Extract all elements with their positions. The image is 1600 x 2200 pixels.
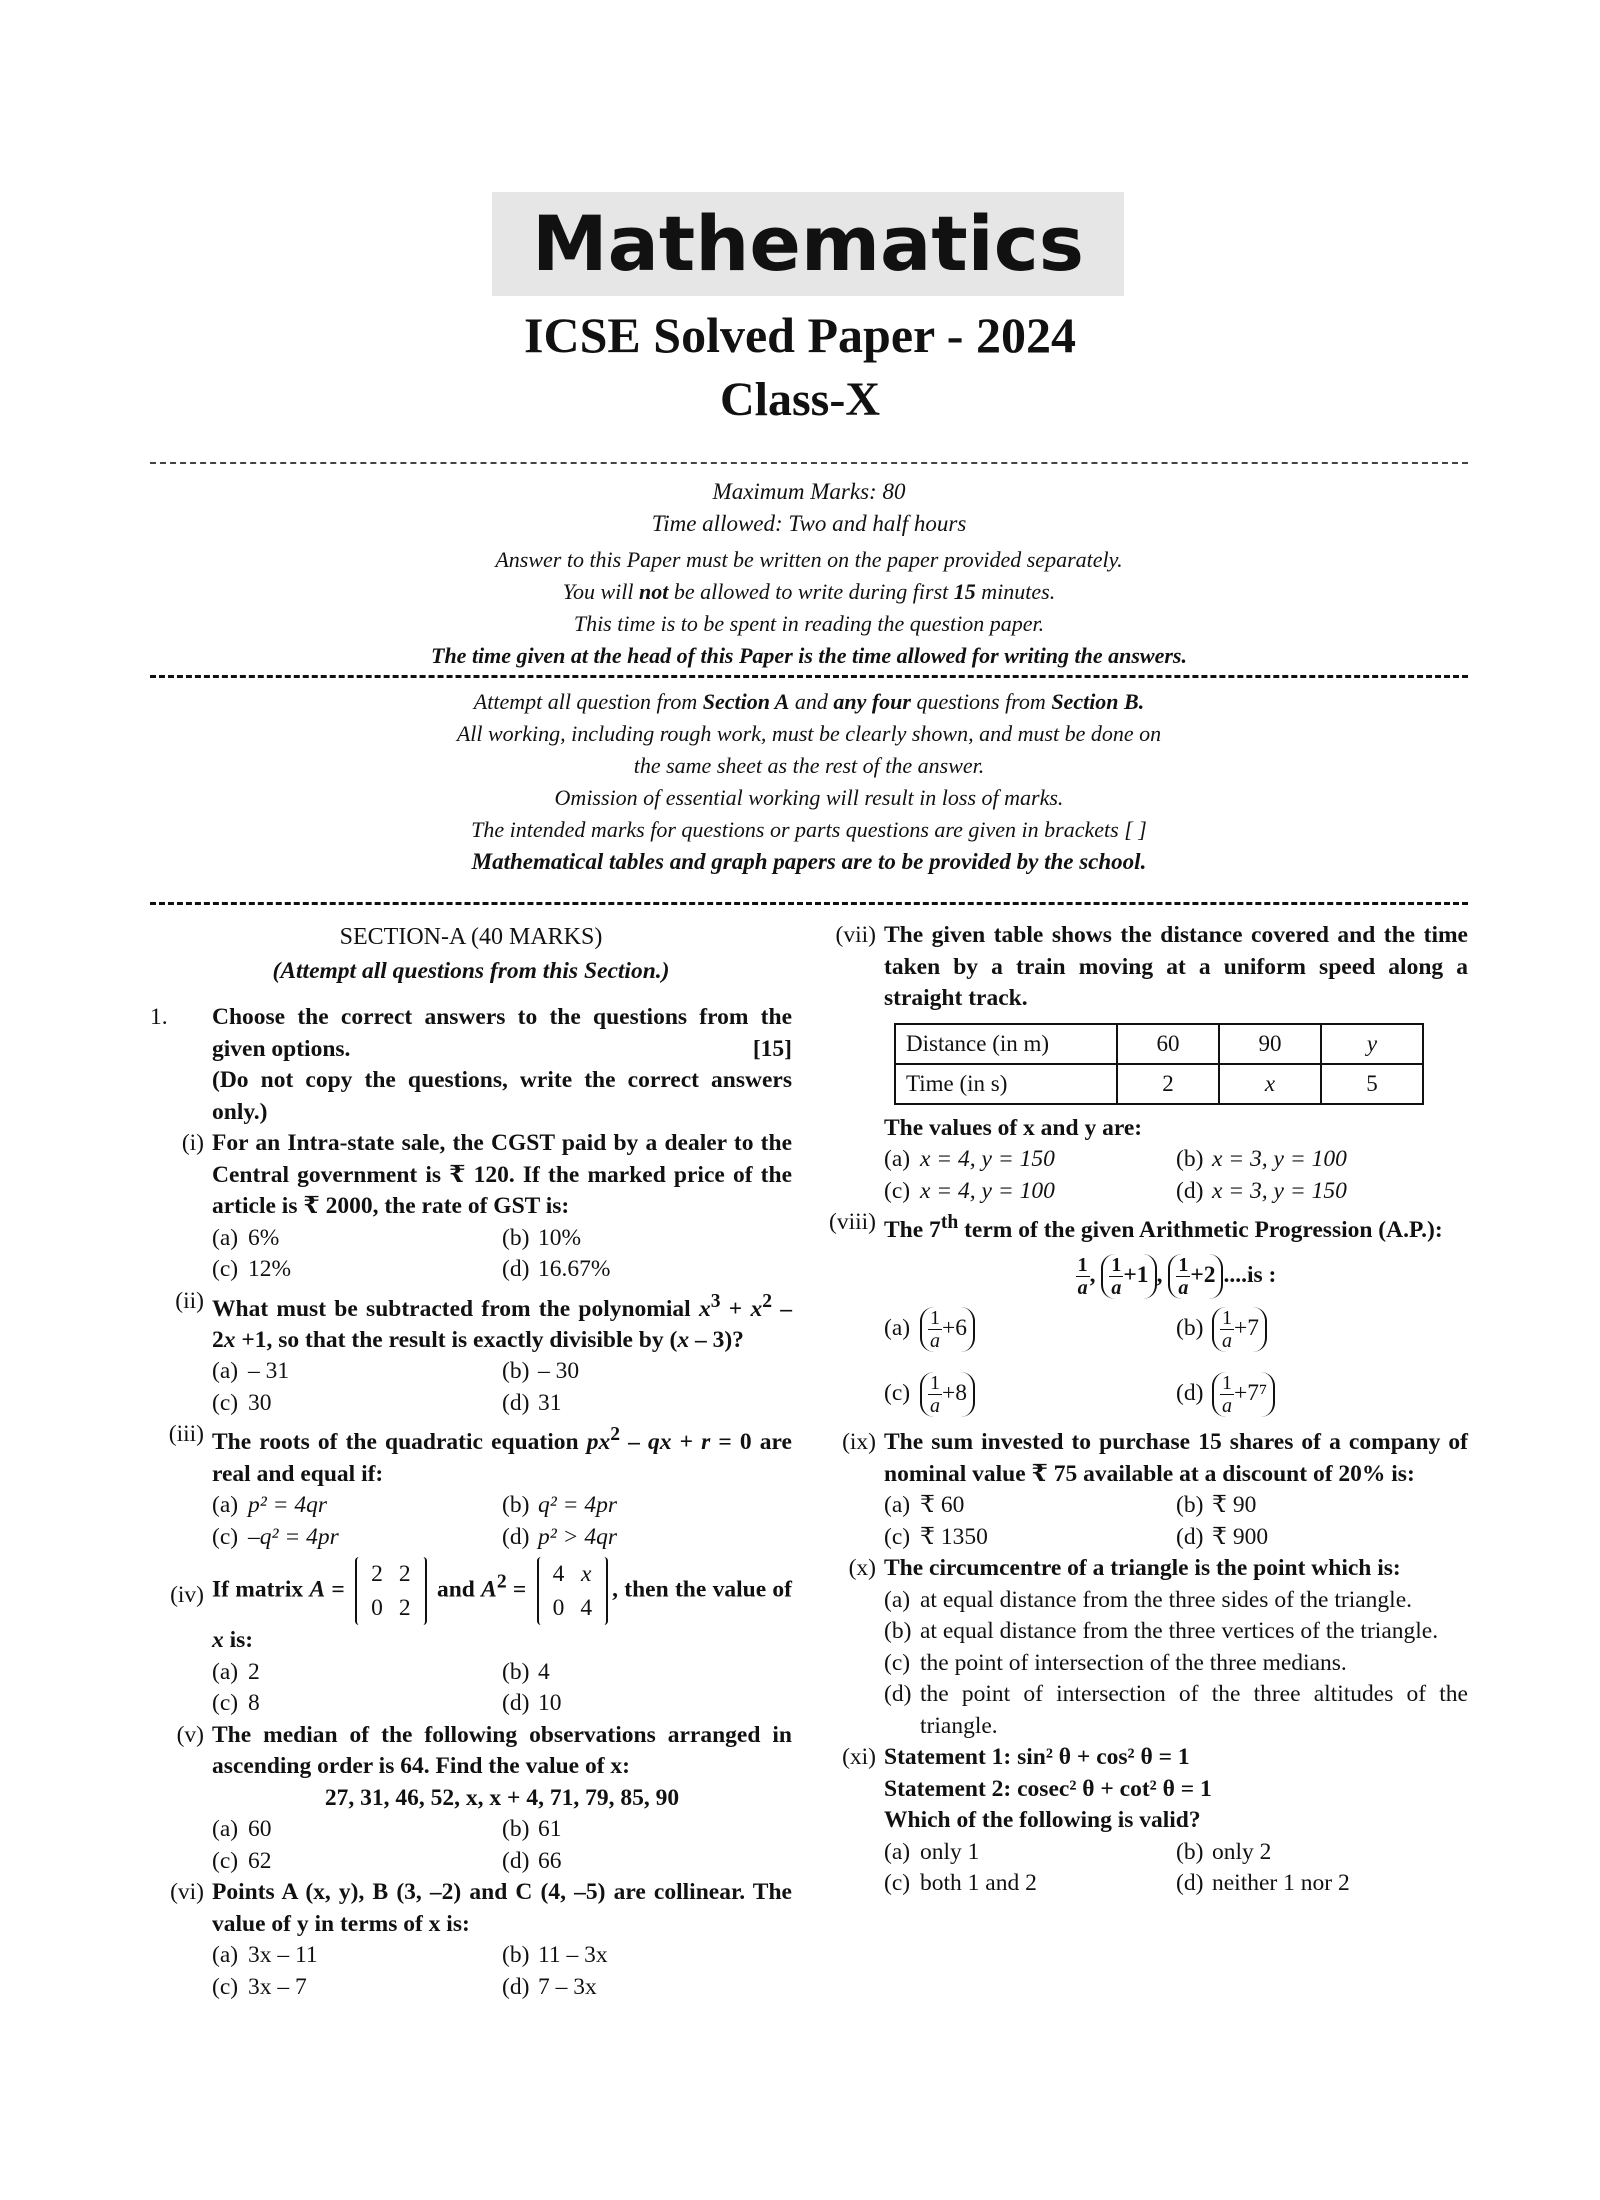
options: (a) 2 (b) 4 (c) 8 (d) 10 xyxy=(212,1658,562,1717)
option-b: 10% xyxy=(538,1224,582,1251)
table-cell: Time (in s) xyxy=(895,1064,1117,1104)
instructions-block xyxy=(150,476,1468,672)
question-text: For an Intra-state sale, the CGST paid by a dealer to the Central government is ₹ 120. If the marked price of the article is ₹ 2000, the rate of GST is: xyxy=(212,1130,792,1219)
class-label: Class-X xyxy=(719,373,880,426)
max-marks: Maximum Marks: 80 xyxy=(712,479,906,504)
option-d: 16.67% xyxy=(538,1256,611,1282)
option-c: $\frac{1}{a}$ +8 xyxy=(920,1372,975,1417)
question-note: (Do not copy the questions, write the correct answers only.) xyxy=(212,1067,792,1125)
question-text: The values of x and y are: xyxy=(884,1114,1143,1141)
distance-time-table xyxy=(894,1023,1424,1105)
option-b: 61 xyxy=(538,1816,562,1843)
table-cell: 2 xyxy=(1117,1064,1219,1104)
option-c: 3x – 7 xyxy=(248,1973,307,2000)
option-d: 66 xyxy=(538,1847,562,1874)
question-text: Points A (x, y), B (3, –2) and C (4, –5) are collinear. The value of y in terms of x is: xyxy=(212,1879,792,1937)
paper-subtitle: ICSE Solved Paper - 2024 xyxy=(524,307,1076,363)
instruction-line: All working, including rough work, must be clearly shown, and must be done on xyxy=(456,721,1162,746)
options: (a) 60 (b) 61 (c) 62 (d) 66 xyxy=(212,1816,562,1874)
option-d: neither 1 nor 2 xyxy=(1212,1870,1350,1897)
divider xyxy=(150,462,1468,464)
statement-2: Statement 2: cosec² θ + cot² θ = 1 xyxy=(884,1775,1212,1802)
instruction-line: Omission of essential working will result in loss of marks. xyxy=(554,785,1064,810)
question-text: If matrix A = 2 2 0 2 and $A^2$ = 4 x 0 4 , then the value of x is: xyxy=(212,1557,792,1657)
question-iv: (iv) If matrix A = 2 2 0 2 and $A^2$ = 4 x 0 4 , then the value of x is: (a) 2 (b) 4 (c) 8 (d) 10 xyxy=(150,1557,792,1720)
time-allowed: Time allowed: Two and half hours xyxy=(651,511,967,536)
divider xyxy=(150,675,1468,678)
instruction-line: the same sheet as the rest of the answer. xyxy=(633,753,985,778)
option-b: x = 3, y = 100 xyxy=(1212,1146,1347,1172)
option-a: 60 xyxy=(248,1816,272,1843)
question-text: Choose the correct answers to the questions from the given options. xyxy=(212,1004,792,1062)
marks: [15] xyxy=(752,1035,792,1062)
option-c: the point of intersection of the three medians. xyxy=(920,1649,1347,1676)
matrix-a-squared: 4 x 0 4 xyxy=(537,1557,609,1625)
option-b: 11 – 3x xyxy=(538,1942,608,1969)
option-c: 12% xyxy=(248,1256,292,1282)
question-text: The given table shows the distance covered and the time taken by a train moving at a uniform speed along a straight track. xyxy=(884,922,1468,1011)
options: (a) – 31 (b) – 30 (c) 30 (d) 31 xyxy=(212,1358,580,1416)
option-b: 4 xyxy=(538,1658,550,1685)
option-a: only 1 xyxy=(920,1838,980,1865)
option-a: 6% xyxy=(248,1224,280,1251)
option-d: 7 – 3x xyxy=(538,1973,597,2000)
options: (a) at equal distance from the three sides of the triangle. (b) at equal distance from the three vertices of the triangle. (c) the point of intersection of the three medians. (d) the point of intersection of the three altitudes of the triangle. xyxy=(884,1585,1468,1743)
options: (a) x = 4, y = 150 (b) x = 3, y = 100 (c) x = 4, y = 100 (d) x = 3, y = 150 xyxy=(884,1146,1347,1204)
option-c: –q² = 4pr xyxy=(248,1523,339,1550)
table-cell: x xyxy=(1219,1064,1321,1104)
option-c: x = 4, y = 100 xyxy=(920,1177,1055,1204)
table-cell: 5 xyxy=(1321,1064,1423,1104)
question-ii: (ii) What must be subtracted from the polynomial $x^3 + x^2 - 2x +1$, so that the result is exactly divisible by (x – 3)? (a) – 31 (b) – 30 (c) 30 (d) 31 xyxy=(150,1286,792,1420)
options: (a) $\frac{1}{a}$ +6 (b) $\frac{1}{a}$ +7 (c) $\frac{1}{a}$ +8 (d) $\frac{1}{a}$ +7⁷ xyxy=(884,1307,1468,1417)
option-b: $\frac{1}{a}$ +7 xyxy=(1212,1307,1267,1352)
observation-series: 27, 31, 46, 52, x, x + 4, 71, 79, 85, 90 xyxy=(324,1784,680,1811)
instruction-line: The intended marks for questions or parts questions are given in brackets [ ] xyxy=(471,817,1147,842)
left-column xyxy=(150,920,792,2003)
option-b: only 2 xyxy=(1212,1838,1272,1865)
options: (a) only 1 (b) only 2 (c) both 1 and 2 (d) neither 1 nor 2 xyxy=(884,1838,1350,1897)
option-b: q² = 4pr xyxy=(538,1492,618,1519)
options: (a) 6% (b) 10% (c) 12% (d) 16.67% xyxy=(212,1224,611,1282)
question-ix: (ix) The sum invested to purchase 15 shares of a company of nominal value ₹ 75 available at a discount of 20% is: (a) ₹ 60 (b) ₹ 90 (c) ₹ 1350 (d) ₹ 900 xyxy=(818,1427,1468,1553)
option-a: $\frac{1}{a}$ +6 xyxy=(920,1307,975,1352)
matrix-a: 2 2 0 2 xyxy=(355,1557,427,1625)
option-a: – 31 xyxy=(248,1358,290,1385)
instruction-line: Answer to this Paper must be written on the paper provided separately. xyxy=(495,547,1123,572)
question-text: Which of the following is valid? xyxy=(884,1807,1201,1834)
options: (a) p² = 4qr (b) q² = 4pr (c) –q² = 4pr (d) p² > 4qr xyxy=(212,1492,618,1550)
question-text: What must be subtracted from the polynomial $x^3 + x^2 - 2x +1$, so that the result is exactly divisible by (x – 3)? xyxy=(212,1290,792,1353)
table-cell: Distance (in m) xyxy=(895,1024,1117,1064)
option-a: x = 4, y = 150 xyxy=(920,1146,1055,1172)
question-text: The 7th term of the given Arithmetic Progression (A.P.): xyxy=(884,1212,1443,1243)
table-cell: 90 xyxy=(1219,1024,1321,1064)
option-d: the point of intersection of the three altitudes of the triangle. xyxy=(920,1681,1468,1739)
statement-1: Statement 1: sin² θ + cos² θ = 1 xyxy=(884,1744,1190,1771)
option-c: 30 xyxy=(248,1389,272,1416)
ap-sequence: $\frac{1}{a}$ , $\frac{1}{a}$ +1 , $\frac{1}{a}$ +2 ....is : xyxy=(1077,1254,1277,1300)
option-a: 2 xyxy=(248,1658,260,1685)
question-vi: (vi) Points A (x, y), B (3, –2) and C (4, –5) are collinear. The value of y in terms of x is: (a) 3x – 11 (b) 11 – 3x (c) 3x – 7 (d) 7 – 3x xyxy=(150,1877,792,2003)
question-viii: (viii) The 7th term of the given Arithmetic Progression (A.P.): $\frac{1}{a}$ , $\frac{1}{a}$ +1 , $\frac{1}{a}$ +2 ....is : (a) $\frac{1}{a}$ +6 (b) $\frac{1}{a}$ +7 (c) $\frac{1}{a}$ +8 (d) $\frac{1}{a}$ +7⁷ xyxy=(818,1207,1468,1417)
question-xi: (xi) Statement 1: sin² θ + cos² θ = 1 Statement 2: cosec² θ + cot² θ = 1 Which of the following is valid? (a) only 1 (b) only 2 (c) both 1 and 2 (d) neither 1 nor 2 xyxy=(818,1742,1468,1900)
option-c: 62 xyxy=(248,1847,272,1874)
question-1 xyxy=(150,1002,792,1128)
option-d: x = 3, y = 150 xyxy=(1212,1177,1347,1204)
question-text: The circumcentre of a triangle is the point which is: xyxy=(884,1555,1401,1582)
option-d: $\frac{1}{a}$ +7⁷ xyxy=(1212,1372,1275,1417)
question-text: The median of the following observations arranged in ascending order is 64. Find the value of x: xyxy=(212,1721,792,1780)
question-vii: (vii) The given table shows the distance covered and the time taken by a train moving at a uniform speed along a straight track. Distance (in m) 60 90 y Time (in s) 2 x 5 The values of x and y are: (a) x = 4, y = 150 (b) x = 3, y = 100 (c) x = 4, y = 100 (d) x = 3, y = 150 xyxy=(818,920,1468,1207)
options: (a) ₹ 60 (b) ₹ 90 (c) ₹ 1350 (d) ₹ 900 xyxy=(884,1492,1269,1550)
question-v: (v) The median of the following observations arranged in ascending order is 64. Find the value of x: 27, 31, 46, 52, x, x + 4, 71, 79, 85, 90 (a) 60 (b) 61 (c) 62 (d) 66 xyxy=(150,1720,792,1878)
option-b: at equal distance from the three vertices of the triangle. xyxy=(920,1618,1439,1645)
option-d: ₹ 900 xyxy=(1212,1523,1269,1550)
question-number: 1. xyxy=(150,1004,168,1030)
question-x: (x) The circumcentre of a triangle is the point which is: (a) at equal distance from the three sides of the triangle. (b) at equal distance from the three vertices of the triangle. (c) the point of intersection of the three medians. (d) the point of intersection of the three altitudes of the triangle. xyxy=(818,1553,1468,1742)
divider xyxy=(150,902,1468,905)
option-b: ₹ 90 xyxy=(1212,1492,1257,1519)
question-text: The roots of the quadratic equation $px^2$ – qx + r = 0 are real and equal if: xyxy=(212,1424,792,1487)
option-a: ₹ 60 xyxy=(920,1492,965,1519)
option-a: p² = 4qr xyxy=(248,1492,328,1519)
option-c: both 1 and 2 xyxy=(920,1870,1037,1897)
options: (a) 3x – 11 (b) 11 – 3x (c) 3x – 7 (d) 7 – 3x xyxy=(212,1942,608,2000)
option-d: p² > 4qr xyxy=(538,1523,618,1550)
option-b: – 30 xyxy=(538,1358,580,1385)
option-a: 3x – 11 xyxy=(248,1942,318,1969)
option-d: 31 xyxy=(538,1389,562,1416)
right-column xyxy=(818,920,1468,1900)
question-text: The sum invested to purchase 15 shares of a company of nominal value ₹ 75 available at a discount of 20% is: xyxy=(884,1429,1468,1487)
instruction-line: This time is to be spent in reading the question paper. xyxy=(573,611,1045,636)
instructions-block-2 xyxy=(150,686,1468,878)
instruction-line: The time given at the head of this Paper is the time allowed for writing the answers. xyxy=(431,643,1187,668)
option-d: 10 xyxy=(538,1690,562,1717)
question-iii: (iii) The roots of the quadratic equation $px^2$ – qx + r = 0 are real and equal if: (a) p² = 4qr (b) q² = 4pr (c) –q² = 4pr (d) p² > 4qr xyxy=(150,1419,792,1553)
option-c: 8 xyxy=(248,1690,260,1717)
page-title: Mathematics xyxy=(531,199,1085,288)
option-c: ₹ 1350 xyxy=(920,1523,988,1550)
section-note: (Attempt all questions from this Section.) xyxy=(272,958,670,984)
section-title: SECTION-A (40 MARKS) xyxy=(339,924,603,950)
question-i: (i) For an Intra-state sale, the CGST paid by a dealer to the Central government is ₹ 120. If the marked price of the article is ₹ 2000, the rate of GST is: (a) 6% (b) 10% (c) 12% (d) 16.67% xyxy=(150,1128,792,1286)
option-a: at equal distance from the three sides of the triangle. xyxy=(920,1586,1413,1613)
table-cell: y xyxy=(1321,1024,1423,1064)
instruction-line: Mathematical tables and graph papers are to be provided by the school. xyxy=(471,849,1147,874)
instruction-line: Attempt all question from Section A and any four questions from Section B. xyxy=(473,689,1145,714)
instruction-line: You will not be allowed to write during first 15 minutes. xyxy=(562,579,1056,604)
table-cell: 60 xyxy=(1117,1024,1219,1064)
